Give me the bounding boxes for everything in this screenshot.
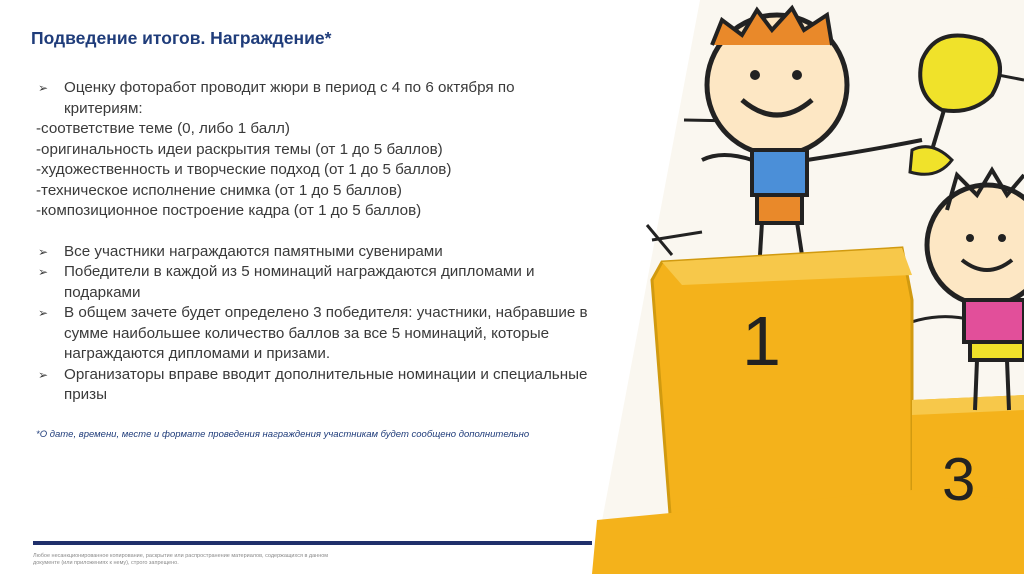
arrow-bullet-icon: ➢ [38,244,49,259]
bullet-text: Все участники награждаются памятными сувенирами [64,242,443,260]
bullet-item [36,78,596,119]
criterion-item: -оригинальность идеи раскрытия темы (от 1 до 5 баллов) [36,140,443,158]
footnote: *О дате, времени, месте и формате проведения награждения участникам будет сообщено дополнительно [36,429,530,440]
bullet-item [36,303,596,365]
criterion-item: -художественность и творческие подход (от 1 до 5 баллов) [36,161,452,178]
bullet-text: В общем зачете будет определено 3 победителя: участники, набравшие в сумме наибольшее количество баллов за все 5 номинаций, которые награждаются дипломами и призами. [64,304,588,362]
podium-label-third: 3 [942,446,976,513]
criterion-item: -соответствие теме (0, либо 1 балл) [36,120,290,137]
arrow-bullet-icon: ➢ [38,367,49,382]
podium-label-first: 1 [742,302,781,380]
legal-notice: Любое несанкционированное копирование, раскрытие или распространение материалов, содержащихся в данном документе (или приложениях к нему), строго запрещено. [33,553,329,566]
bullet-text: Победители в каждой из 5 номинаций награждаются дипломами и подарками [64,263,535,301]
bullet-item [36,365,596,406]
slide-content [36,78,596,406]
arrow-bullet-icon: ➢ [38,81,49,95]
criterion-item: -композиционное построение кадра (от 1 до 5 баллов) [36,202,422,219]
slide-title: Подведение итогов. Награждение* [31,28,332,48]
bullet-item [36,242,596,263]
criterion-item: -техническое исполнение снимка (от 1 до 5 баллов) [36,181,402,199]
arrow-bullet-icon: ➢ [38,306,49,320]
footer-divider [33,541,595,545]
arrow-bullet-icon: ➢ [38,265,49,279]
bullet-text: Организаторы вправе вводит дополнительные номинации и специальные призы [64,365,588,403]
podium-illustration [592,0,1024,574]
bullet-item [36,262,596,303]
bullet-text: Оценку фоторабот проводит жюри в период с 4 по 6 октября по критериям: [64,79,515,117]
